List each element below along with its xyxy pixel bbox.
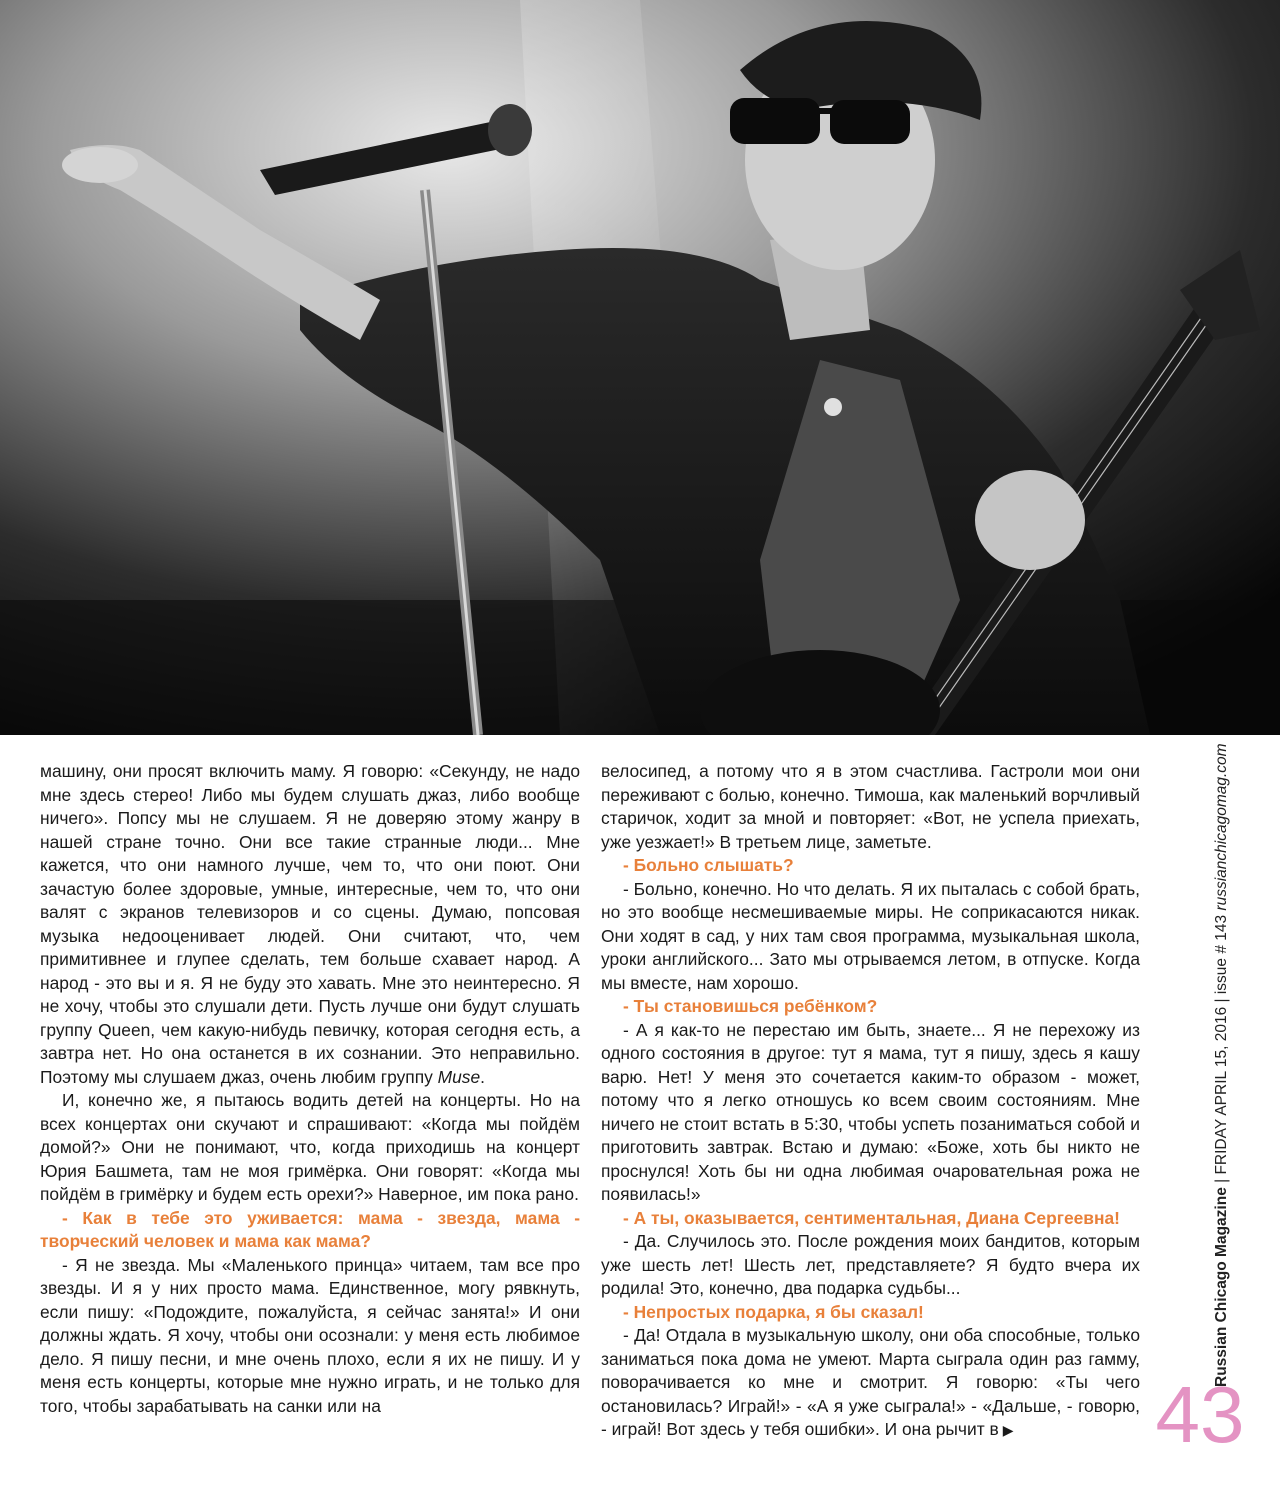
interview-question: - Непростых подарка, я бы сказал! (623, 1301, 924, 1322)
left-paragraph-2: И, конечно же, я пытаюсь водить детей на концерты. Но на всех концертах они скучают и спрашивают: «Когда мы пойдём домой?» Они не понимают, что, когда приходишь на концерт Юрия Башмета, там не моя гримёрка. Они говорят: «Когда мы пойдём в гримёрку и будем есть орехи?» Наверное, им пока рано. (40, 1090, 580, 1204)
page-footer-sidebar: Russian Chicago Magazine | FRIDAY APRIL 15, 2016 | issue # 143 russianchicagomag.com (1213, 743, 1230, 1387)
concert-photo (0, 0, 1280, 735)
interview-question: - А ты, оказывается, сентиментальная, Диана Сергеевна! (623, 1207, 1120, 1228)
band-name-muse: Muse (437, 1066, 481, 1087)
website-url: russianchicagomag.com (1213, 743, 1230, 911)
right-paragraph-5: - Да! Отдала в музыкальную школу, они оба способные, только заниматься пока дома не умеют. Марта сыграла один раз гамму, поворачивается ко мне и смотрит. Я говорю: «Ты чего остановилась? Играй!» - «А я уже сыграла!» - «Дальше, - говорю, - играй! Вот здесь у тебя ошибки». И она рычит в ▶ (601, 1325, 1140, 1439)
issue-number: issue # 143 (1213, 914, 1230, 995)
interview-question: - Больно слышать? (623, 855, 794, 875)
right-paragraph-4: - Да. Случилось это. После рождения моих бандитов, которым уже шесть лет! Шесть лет, представляете? Я будто вчера их родила! Это, конечно, два подарка судьбы... (601, 1231, 1140, 1298)
left-paragraph-1: машину, они просят включить маму. Я говорю: «Секунду, не надо мне здесь стерео! Либо мы будем слушать джаз, либо вообще ничего». Попсу мы не слушаем. Я не доверяю этому жанру в нашей стране точно. Они все такие странные люди... Мне кажется, что они намного лучше, чем то, что они поют. Они зачастую более здоровые, умные, интересные, чем то, что они валят с экранов телевизоров и со сцены. Думаю, попсовая музыка недооценивает людей. Они считают, что, чем примитивнее и глупее сделать, тем больше схавает народ. А народ - это вы и я. Я не буду это хавать. Мне это неинтересно. Я не хочу, чтобы это слушали дети. Пусть лучше они будут слушать группу Queen, чем какую-нибудь певичку, которая сегодня есть, а завтра нет. Но она останется в их сознании. Это неправильно. Поэтому мы слушаем джаз, очень любим группу Muse. (40, 761, 580, 1087)
right-paragraph-2: - Больно, конечно. Но что делать. Я их пыталась с собой брать, но это вообще несмешиваемые миры. Не соприкасаются никак. Они ходят в сад, у них там своя программа, музыкальная школа, уроки английского... Зато мы отрываемся летом, в отпуске. Когда мы вместе, нам хорошо. (601, 878, 1140, 993)
left-paragraph-3: - Я не звезда. Мы «Маленького принца» читаем, там все про звезды. И я у них просто мама. Единственное, могу рявкнуть, если пишу: «Подождите, пожалуйста, я сейчас занята!» И они должны ждать. Я хочу, чтобы они осознали: у меня есть любимое дело. Я пишу песни, и мне очень плохо, если я их не пишу. И у меня есть концерты, которые мне нужно играть, и не только для того, чтобы зарабатывать на санки или на (40, 1254, 580, 1416)
issue-date: FRIDAY APRIL 15, 2016 (1213, 1006, 1230, 1175)
right-paragraph-1: велосипед, а потому что я в этом счастлива. Гастроли мои они переживают с болью, конечно. Тимоша, как маленький ворчливый старичок, ходит за мной и повторяет: «Вот, не успела приехать, уже уезжает!» В третьем лице, заметьте. (601, 761, 1140, 852)
continue-arrow-icon: ▶ (1002, 1422, 1014, 1438)
interview-question: - Как в тебе это уживается: мама - звезда, мама - творческий человек и мама как мама? (40, 1207, 580, 1251)
right-text-column (601, 760, 1140, 1443)
performer-illustration (0, 0, 1280, 735)
interview-question: - Ты становишься ребёнком? (623, 996, 878, 1016)
magazine-name: Russian Chicago Magazine (1213, 1187, 1230, 1387)
right-paragraph-3: - А я как-то не перестаю им быть, знаете... Я не перехожу из одного состояния в другое: тут я мама, тут я пишу, здесь я кашу варю. Нет! У меня это сочетается каким-то образом - может, потому что я легко отношусь ко всем своим состояниям. Мне ничего не стоит встать в 5:30, чтобы успеть позаниматься собой и приготовить завтрак. Встаю и думаю: «Боже, хоть бы никто не проснулся! Хоть бы ни одна любимая очаровательная рожа не появилась!» (601, 1019, 1140, 1204)
page-number: 43 (1155, 1370, 1245, 1459)
left-text-column (40, 760, 580, 1418)
